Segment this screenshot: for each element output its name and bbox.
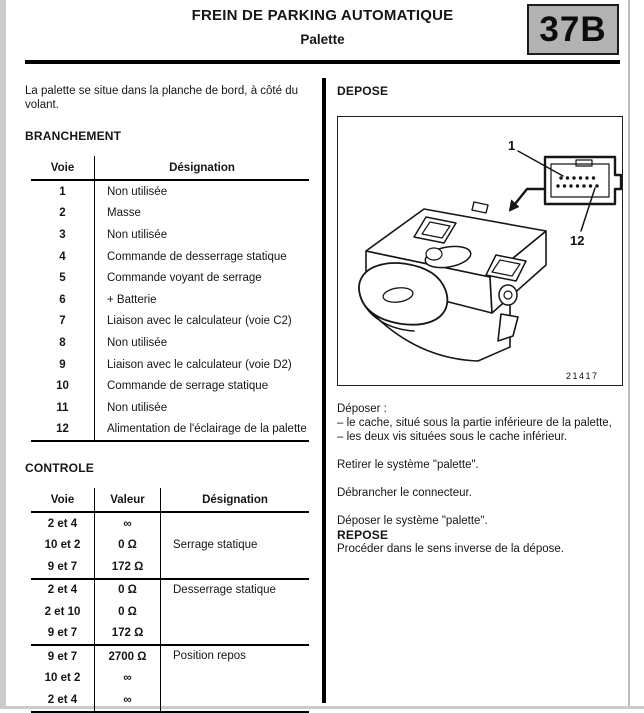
step-retirer: Retirer le système "palette".: [337, 459, 479, 471]
valeur-cell: ∞: [95, 668, 161, 690]
depose-intro: Déposer :: [337, 403, 387, 415]
controle-group-serrage: [31, 513, 309, 578]
voie-cell: 2 et 4: [31, 689, 95, 711]
header-rule: [25, 60, 620, 64]
step-debrancher: Débrancher le connecteur.: [337, 487, 472, 499]
voie-cell: 7: [31, 311, 95, 333]
table-row: [31, 311, 309, 333]
table-row: [31, 375, 309, 397]
page-title: FREIN DE PARKING AUTOMATIQUE: [191, 7, 454, 24]
controle-group-desserrage: [31, 578, 309, 645]
left-column: [25, 84, 320, 713]
table-row: [31, 203, 309, 225]
voie-cell: 6: [31, 289, 95, 311]
valeur-cell: 0 Ω: [95, 535, 161, 557]
page-edge-left: [0, 0, 6, 709]
controle-table: [31, 488, 309, 713]
designation-cell: Liaison avec le calculateur (voie D2): [107, 358, 292, 371]
table-row: [31, 332, 309, 354]
table-row: [31, 419, 309, 441]
branchement-header-row: [31, 156, 309, 181]
figure-ref: 21417: [566, 371, 599, 381]
designation-cell: Masse: [107, 207, 141, 220]
page-subtitle: Palette: [300, 32, 345, 47]
valeur-cell: 172 Ω: [95, 556, 161, 578]
voie-cell: 10 et 2: [31, 535, 95, 557]
voie-cell: 10 et 2: [31, 668, 95, 690]
voie-column-header: Voie: [31, 156, 95, 179]
designation-column-header: Désignation: [202, 494, 268, 507]
table-row: [31, 224, 309, 246]
voie-cell: 3: [31, 224, 95, 246]
designation-column-header: Désignation: [169, 162, 235, 174]
figure-frame: [337, 116, 623, 386]
depose-heading: DEPOSE: [337, 84, 389, 98]
table-row: [31, 246, 309, 268]
voie-cell: 9: [31, 354, 95, 376]
designation-cell: Commande de serrage statique: [107, 380, 269, 393]
palette-figure: [338, 117, 622, 385]
table-row: [31, 535, 309, 557]
pin12-label: 12: [570, 233, 585, 248]
valeur-column-header: Valeur: [95, 488, 161, 511]
table-row: [31, 689, 309, 711]
column-divider: [322, 78, 326, 703]
voie-cell: 9 et 7: [31, 646, 95, 668]
group-designation-label: Serrage statique: [173, 539, 258, 552]
voie-cell: 2: [31, 203, 95, 225]
designation-cell: Alimentation de l'éclairage de la palette: [107, 423, 307, 436]
page-edge-right: [628, 0, 630, 709]
table-row: [31, 513, 309, 535]
voie-column-header: Voie: [31, 488, 95, 511]
table-row: [31, 397, 309, 419]
table-row: [31, 267, 309, 289]
right-column: [337, 84, 628, 556]
controle-header-row: [31, 488, 309, 513]
repose-text: Procéder dans le sens inverse de la dépose.: [337, 543, 564, 555]
table-row: [31, 556, 309, 578]
valeur-cell: 2700 Ω: [95, 646, 161, 668]
repose-heading: REPOSE: [337, 528, 389, 542]
designation-cell: + Batterie: [107, 293, 157, 306]
designation-cell: Non utilisée: [107, 228, 168, 241]
voie-cell: 2 et 4: [31, 580, 95, 602]
table-row: [31, 646, 309, 668]
voie-cell: 9 et 7: [31, 623, 95, 645]
voie-cell: 4: [31, 246, 95, 268]
voie-cell: 2 et 10: [31, 601, 95, 623]
table-row: [31, 668, 309, 690]
voie-cell: 8: [31, 332, 95, 354]
voie-cell: 10: [31, 375, 95, 397]
table-row: [31, 354, 309, 376]
depose-bullet: – le cache, situé sous la partie inférieure de la palette,: [337, 417, 612, 429]
voie-cell: 2 et 4: [31, 513, 95, 535]
depose-bullet: – les deux vis situées sous le cache inférieur.: [337, 431, 568, 443]
voie-cell: 12: [31, 419, 95, 441]
designation-cell: Non utilisée: [107, 336, 168, 349]
valeur-cell: ∞: [95, 513, 161, 535]
valeur-cell: 172 Ω: [95, 623, 161, 645]
table-row: [31, 289, 309, 311]
designation-cell: Non utilisée: [107, 401, 168, 414]
group-designation-label: Desserrage statique: [173, 583, 276, 596]
section-code-badge: 37B: [527, 4, 619, 55]
table-row: [31, 623, 309, 645]
table-row: [31, 181, 309, 203]
valeur-cell: 0 Ω: [95, 601, 161, 623]
controle-heading: CONTROLE: [25, 461, 94, 476]
designation-cell: Liaison avec le calculateur (voie C2): [107, 315, 292, 328]
intro-text: La palette se situe dans la planche de bord, à côté du volant.: [25, 85, 299, 111]
controle-group-repos: [31, 644, 309, 711]
voie-cell: 5: [31, 267, 95, 289]
arrow-icon: [509, 189, 545, 211]
group-designation-label: Position repos: [173, 650, 246, 663]
designation-cell: Commande de desserrage statique: [107, 250, 287, 263]
valeur-cell: 0 Ω: [95, 580, 161, 602]
connector-drawing: [545, 157, 621, 204]
valeur-cell: ∞: [95, 689, 161, 711]
branchement-table: [31, 156, 309, 442]
depose-steps: [337, 402, 628, 556]
table-row: [31, 601, 309, 623]
step-deposer: Déposer le système "palette".: [337, 515, 488, 527]
voie-cell: 9 et 7: [31, 556, 95, 578]
voie-cell: 11: [31, 397, 95, 419]
pin1-label: 1: [508, 138, 516, 153]
palette-module-drawing: [359, 202, 546, 361]
voie-cell: 1: [31, 181, 95, 203]
designation-cell: Non utilisée: [107, 185, 168, 198]
designation-cell: Commande voyant de serrage: [107, 272, 262, 285]
branchement-heading: BRANCHEMENT: [25, 129, 122, 143]
